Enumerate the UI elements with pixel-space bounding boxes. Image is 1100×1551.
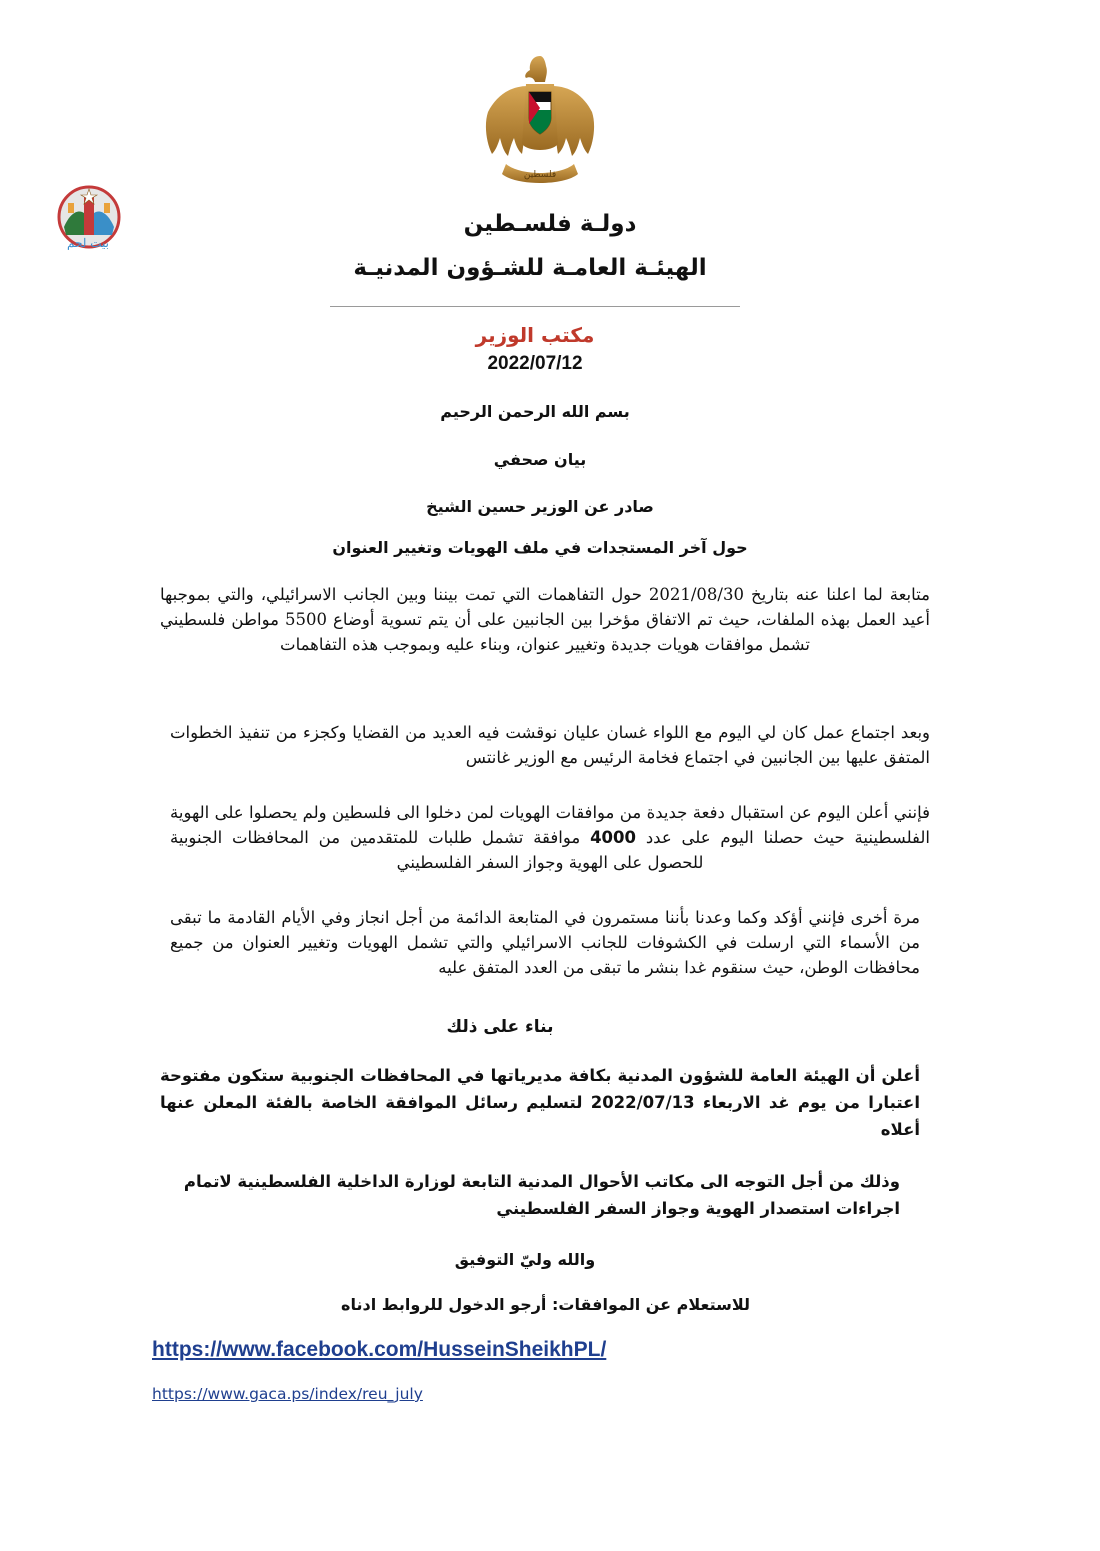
state-name: دولـة فلسـطين: [463, 211, 637, 237]
gaca-link[interactable]: https://www.gaca.ps/index/reu_july: [152, 1385, 423, 1403]
basmala: بسم الله الرحمن الرحيم: [440, 402, 630, 421]
announcement-paragraph: أعلن أن الهيئة العامة للشؤون المدنية بكافة مديرياتها في المحافظات الجنوبية ستكون مفتوحة اعتبارا من يوم غد الاربعاء 2022/07/13 لتسليم رسائل الموافقة الخاصة بالفئة المعلن عنها أعلاه: [160, 1066, 920, 1139]
authority-name: الهيئـة العامـة للشـؤون المدنيـة: [353, 255, 707, 281]
jubilee-logo-text: بيت لحم: [67, 236, 109, 250]
inquiry-line: للاستعلام عن الموافقات: أرجو الدخول للروابط ادناه: [341, 1295, 750, 1314]
document-date: 2022/07/12: [487, 353, 583, 374]
civil-affairs-offices-paragraph: وذلك من أجل التوجه الى مكاتب الأحوال المدنية التابعة لوزارة الداخلية الفلسطينية لاتمام اجراءات استصدار الهوية وجواز السفر الفلسطيني: [183, 1172, 900, 1218]
palestine-eagle-emblem: [480, 52, 600, 192]
emblem-banner-text: فلسطين: [523, 170, 557, 180]
paragraph-3-start: فإنني أعلن اليوم عن استقبال دفعة جديدة من موافقات الهويات لمن دخلوا الى فلسطين ولم يحصلوا على الهوية الفلسطينية حيث حصلنا اليوم على عدد: [170, 803, 930, 847]
header-divider: [330, 306, 740, 307]
paragraph-1: متابعة لما اعلنا عنه بتاريخ 2021/08/30 حول التفاهمات التي تمت بيننا وبين الجانب الاسرائيلي، والتي بموجبها أعيد العمل بهذه الملفات، حيث تم الاتفاق مؤخرا بين الجانبين على أن يتم تسوية أوضاع 5500 مواطن فلسطيني تشمل موافقات هويات جديدة وتغيير عنوان، وبناء عليه وبموجب هذه التفاهمات: [160, 585, 930, 654]
press-statement-heading: بيان صحفي: [493, 450, 587, 469]
based-on-that-heading: بناء على ذلك: [446, 1017, 554, 1037]
facebook-link[interactable]: https://www.facebook.com/HusseinSheikhPL/: [152, 1338, 607, 1361]
issued-by-heading: صادر عن الوزير حسين الشيخ: [426, 497, 654, 516]
paragraph-2: وبعد اجتماع عمل كان لي اليوم مع اللواء غسان عليان نوقشت فيه العديد من القضايا وكجزء من تنفيذ الخطوات المتفق عليها بين الجانبين في اجتماع فخامة الرئيس مع الوزير غانتس: [170, 723, 930, 767]
office-title: مكتب الوزير: [475, 323, 595, 347]
paragraph-3-end: موافقة تشمل طلبات للمتقدمين من المحافظات الجنوبية للحصول على الهوية وجواز السفر الفلسطيني: [170, 828, 704, 872]
paragraph-4: مرة أخرى فإنني أؤكد وكما وعدنا بأننا مستمرون في المتابعة الدائمة من أجل انجاز وفي الأيام القادمة ما تبقى من الأسماء التي ارسلت في الكشوفات للجانب الاسرائيلي والتي تشمل الهويات وتغيير العنوان من جميع محافظات الوطن، حيث سنقوم غدا بنشر ما تبقى من العدد المتفق عليه: [170, 908, 920, 977]
approvals-count: 4000: [590, 828, 636, 847]
closing-phrase: والله وليّ التوفيق: [454, 1250, 596, 1269]
subject-heading: حول آخر المستجدات في ملف الهويات وتغيير العنوان: [332, 538, 748, 557]
paragraph-3: [170, 800, 930, 875]
